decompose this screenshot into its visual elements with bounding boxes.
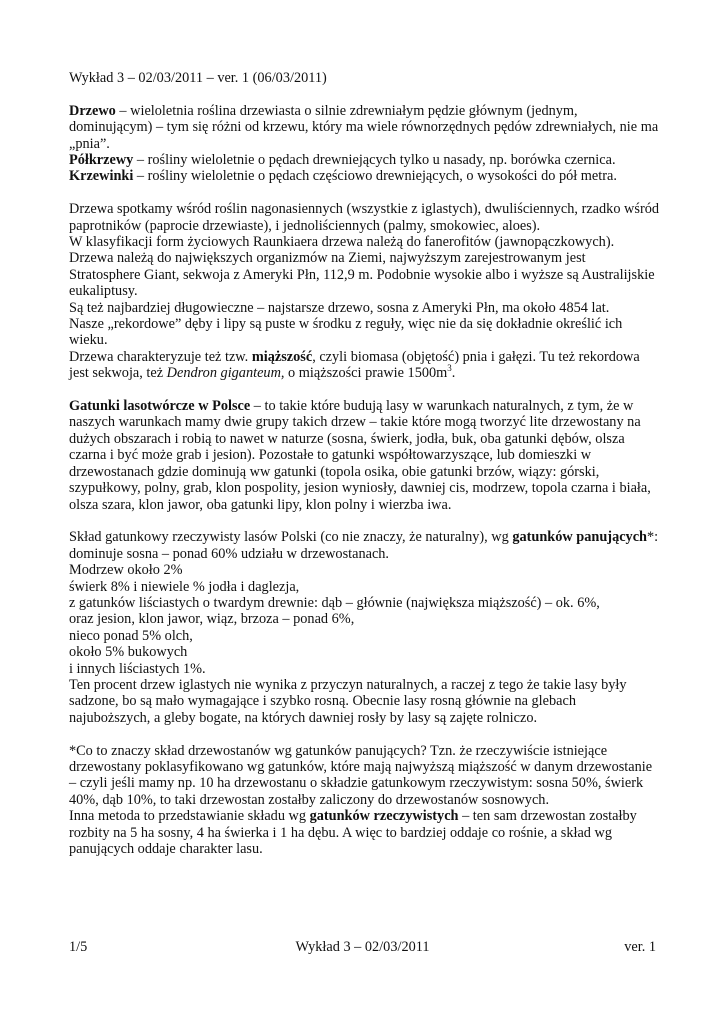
text-run: – ten sam drzewostan zostałby rozbity na 5 ha sosny, 4 ha świerka i 1 ha dębu. A więc to bardziej oddaje co rośnie, a skład wg panujących oddaje charakter lasu.	[69, 808, 637, 858]
composition-line: dominuje sosna – ponad 60% udziału w drzewostanach.	[69, 545, 390, 562]
definition-krzewinki	[69, 168, 659, 184]
composition-line: z gatunków liściastych o twardym drewnie: dąb – głównie (największa miąższość) – ok. 6%,	[69, 594, 600, 611]
spacer	[69, 86, 659, 102]
spacer	[69, 726, 659, 742]
note-paragraph-1: *Co to znaczy skład drzewostanów wg gatunków panujących? Tzn. że rzeczywiście istniejące drzewostany poklasyfikowano wg gatunków, które mają najwyższą miąższość w danym drzewostanie – czyli jeśli mamy np. 10 ha drzewostanu o składzie gatunkowym rzeczywistym: sosna 50%, świerk 40%, dąb 10%, to taki drzewostan zostałby zaliczony do drzewostanów sosnowych.	[69, 742, 653, 808]
term-polkrzewy: Półkrzewy	[69, 152, 134, 169]
term-gatunkow-rzeczywistych: gatunków rzeczywistych	[309, 808, 459, 825]
composition-line: około 5% bukowych	[69, 644, 188, 661]
footer-title: Wykład 3 – 02/03/2011	[295, 939, 430, 955]
definition-drzewo	[69, 103, 659, 152]
spacer	[69, 382, 659, 398]
term-gatunki-lasotworcze: Gatunki lasotwórcze w Polsce	[69, 398, 251, 415]
composition-line: i innych liściastych 1%.	[69, 660, 206, 677]
composition-line: świerk 8% i niewiele % jodła i daglezja,	[69, 578, 300, 595]
term-gatunkow-panujacych: gatunków panujących	[512, 529, 648, 546]
species-text: – to takie które budują lasy w warunkach naturalnych, z tym, że w naszych warunkach mamy dwie grupy takich drzew – takie które mogą tworzyć lite drzewostany na dużych obszarach i robią to nawet w naturze (sosna, świerk, jodła, buk, oba gatunki dębów, olsza czarna i być może grab i jesion). Pozostałe to gatunki współtowarzyszące, lub domieszki w drzewostanach gdzie dominują ww gatunki (topola osika, obie gatunki brzów, wiązy: górski, szypułkowy, polny, grab, klon pospolity, jesion wyniosły, dawniej cis, modrzew, topola czarna i biała, olsza szara, klon jawor, oba gatunki lipy, klon polny i wierzba iwa.	[69, 398, 651, 513]
composition-line: nieco ponad 5% olch,	[69, 627, 193, 644]
text-run: *:	[647, 529, 659, 546]
spacer	[69, 513, 659, 529]
text-run: , czyli biomasa (objętość) pnia i gałęzi. Tu też rekordowa jest sekwoja, też	[69, 348, 640, 382]
definition-polkrzewy	[69, 152, 659, 168]
composition-line: Modrzew około 2%	[69, 562, 183, 579]
term-krzewinki: Krzewinki	[69, 168, 134, 185]
trees-paragraph-4: Są też najbardziej długowieczne – najstarsze drzewo, sosna z Ameryki Płn, ma około 4854 lat.	[69, 299, 610, 316]
document-body	[69, 70, 659, 857]
trees-paragraph-6	[69, 349, 659, 382]
composition-intro	[69, 529, 659, 545]
document-title: Wykład 3 – 02/03/2011 – ver. 1 (06/03/2011)	[69, 70, 327, 86]
composition-line: oraz jesion, klon jawor, wiąz, brzoza – ponad 6%,	[69, 611, 355, 628]
composition-outro: Ten procent drzew iglastych nie wynika z przyczyn naturalnych, a raczej z tego że takie lasy były sadzone, bo są mało wymagające i szybko rosną. Obecnie lasy rosną głównie na glebach najuboższych, a gleby bogate, na których dawniej rosły by lasy są zajęte rolniczo.	[69, 676, 627, 726]
definition-drzewo-text: – wieloletnia roślina drzewiasta o silnie zdrewniałym pędzie głównym (jednym, dominującym) – tym się różni od krzewu, który ma wiele równorzędnych pędów zdrewniałych, nie ma „pnia”.	[69, 102, 659, 152]
superscript: 3	[447, 363, 452, 374]
trees-paragraph-2: W klasyfikacji form życiowych Raunkiaera drzewa należą do fanerofitów (jawnopączkowych).	[69, 234, 615, 251]
note-paragraph-2	[69, 808, 659, 857]
text-run: Skład gatunkowy rzeczywisty lasów Polski (co nie znaczy, że naturalny), wg	[69, 529, 513, 546]
page-number: 1/5	[69, 939, 88, 955]
spacer	[69, 185, 659, 201]
trees-paragraph-3: Drzewa należą do największych organizmów na Ziemi, najwyższym zarejestrowanym jest Stratosphere Giant, sekwoja z Ameryki Płn, 112,9 m. Podobnie wysokie albo i wyższe są Australijskie eukaliptusy.	[69, 250, 655, 300]
trees-paragraph-5: Nasze „rekordowe” dęby i lipy są puste w środku z reguły, więc nie da się dokładnie określić ich wieku.	[69, 316, 623, 349]
footer-version: ver. 1	[624, 939, 656, 955]
text-run: o miąższości prawie 1500m	[284, 365, 448, 382]
species-paragraph	[69, 398, 659, 513]
text-run: .	[451, 365, 456, 382]
definition-krzewinki-text: – rośliny wieloletnie o pędach częściowo drewniejących, o wysokości do pół metra.	[133, 168, 617, 185]
latin-name: Dendron giganteum,	[166, 365, 285, 382]
text-run: Drzewa charakteryzuje też tzw.	[69, 348, 252, 365]
term-miazszosc: miąższość	[251, 348, 313, 365]
trees-paragraph-1: Drzewa spotkamy wśród roślin nagonasiennych (wszystkie z iglastych), dwuliściennych, rzadko wśród paprotników (paprocie drzewiaste), i jednoliściennych (palmy, smokowiec, aloes).	[69, 201, 659, 234]
term-drzewo: Drzewo	[69, 102, 116, 119]
definition-polkrzewy-text: – rośliny wieloletnie o pędach drewniejących tylko u nasady, np. borówka czernica.	[133, 152, 616, 169]
text-run: Inna metoda to przedstawianie składu wg	[69, 808, 310, 825]
page-footer	[69, 939, 656, 956]
